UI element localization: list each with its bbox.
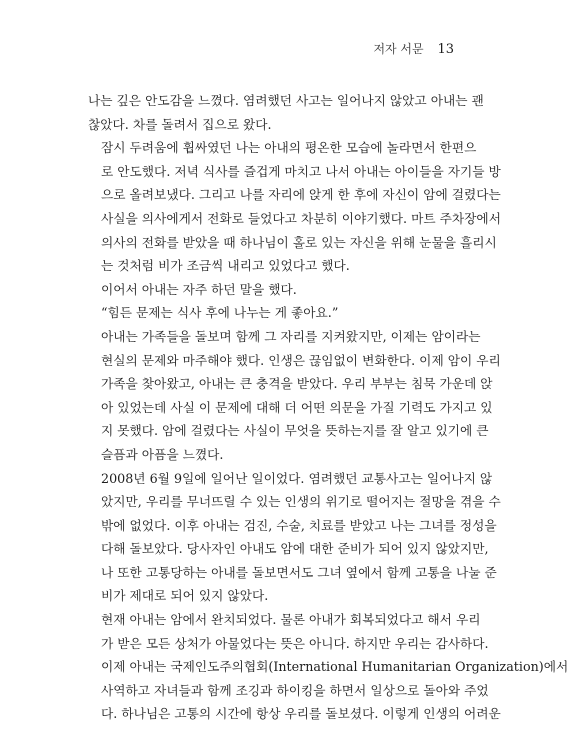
text-line: 슬픔과 아픔을 느꼈다.: [101, 446, 224, 462]
text-line: 가 받은 모든 상처가 아물었다는 뜻은 아니다. 하지만 우리는 감사하다.: [101, 635, 489, 651]
paragraph: [88, 608, 568, 726]
paragraph: [88, 467, 501, 609]
text-line: 현재 아내는 암에서 완치되었다. 물론 아내가 회복되었다고 해서 우리: [101, 612, 481, 628]
text-line: 는 것처럼 비가 조금씩 내리고 있었다고 했다.: [101, 258, 350, 274]
paragraph: [88, 325, 501, 467]
text-line: 로 안도했다. 저녁 식사를 즐겁게 마치고 나서 아내는 아이들을 자기들 방: [101, 163, 501, 179]
text-line: 잠시 두려움에 휩싸였던 나는 아내의 평온한 모습에 놀라면서 한편으: [101, 140, 477, 156]
text-line: 현실의 문제와 마주해야 했다. 인생은 끊임없이 변화한다. 이제 암이 우리: [101, 352, 501, 368]
text-line: 으로 올려보냈다. 그리고 나를 자리에 앉게 한 후에 자신이 암에 걸렸다는: [101, 187, 501, 203]
text-line: 았지만, 우리를 무너뜨릴 수 있는 인생의 위기로 떨어지는 절망을 겪을 수: [101, 494, 501, 510]
text-line: 비가 제대로 되어 있지 않았다.: [101, 588, 269, 604]
text-line: 나 또한 고통당하는 아내를 돌보면서도 그녀 옆에서 함께 고통을 나눌 준: [101, 564, 497, 580]
text-line: 아내는 가족들을 돌보며 함께 그 자리를 지켜왔지만, 이제는 암이라는: [101, 328, 481, 344]
text-line: 다해 돌보았다. 당사자인 아내도 암에 대한 준비가 되어 있지 않았지만,: [101, 541, 489, 557]
text-line: “힘든 문제는 식사 후에 나누는 게 좋아요.”: [101, 305, 339, 321]
text-line: 아 있었는데 사실 이 문제에 대해 더 어떤 의문을 가질 기력도 가지고 있: [101, 399, 493, 415]
text-line: 다. 하나님은 고통의 시간에 항상 우리를 돌보셨다. 이렇게 인생의 어려운: [101, 706, 501, 722]
paragraph: [88, 278, 449, 302]
text-line: 사실을 의사에게서 전화로 들었다고 차분히 이야기했다. 마트 주차장에서: [101, 210, 501, 226]
text-line: 이어서 아내는 자주 하던 말을 했다.: [101, 281, 297, 297]
page-number: 13: [437, 42, 454, 57]
paragraph: [88, 136, 501, 278]
text-line: 의사의 전화를 받았을 때 하나님이 홀로 있는 자신을 위해 눈물을 흘리시: [101, 234, 497, 250]
text-line: 나는 깊은 안도감을 느꼈다. 염려했던 사고는 일어나지 않았고 아내는 괜: [88, 93, 484, 108]
text-line: 밖에 없었다. 이후 아내는 검진, 수술, 치료를 받았고 나는 그녀를 정성을: [101, 517, 497, 533]
text-line: 2008년 6월 9일에 일어난 일이었다. 염려했던 교통사고는 일어나지 않: [101, 470, 493, 486]
text-line: 지 못했다. 암에 걸렸다는 사실이 무엇을 뜻하는지를 잘 알고 있기에 큰: [101, 423, 489, 439]
running-head: [373, 40, 454, 57]
paragraph: [88, 301, 449, 325]
text-line: 이제 아내는 국제인도주의협회(International Humanitarian Organization)에서: [101, 659, 568, 675]
text-line: 사역하고 자녀들과 함께 조깅과 하이킹을 하면서 일상으로 돌아와 주었: [101, 682, 489, 698]
paragraph: [88, 89, 484, 136]
running-head-section-title: 저자 서문: [373, 42, 424, 56]
text-line: 찮았다. 차를 돌려서 집으로 왔다.: [88, 116, 272, 132]
body-text: [88, 89, 568, 726]
text-line: 가족을 찾아왔고, 아내는 큰 충격을 받았다. 우리 부부는 침묵 가운데 앉: [101, 376, 493, 392]
